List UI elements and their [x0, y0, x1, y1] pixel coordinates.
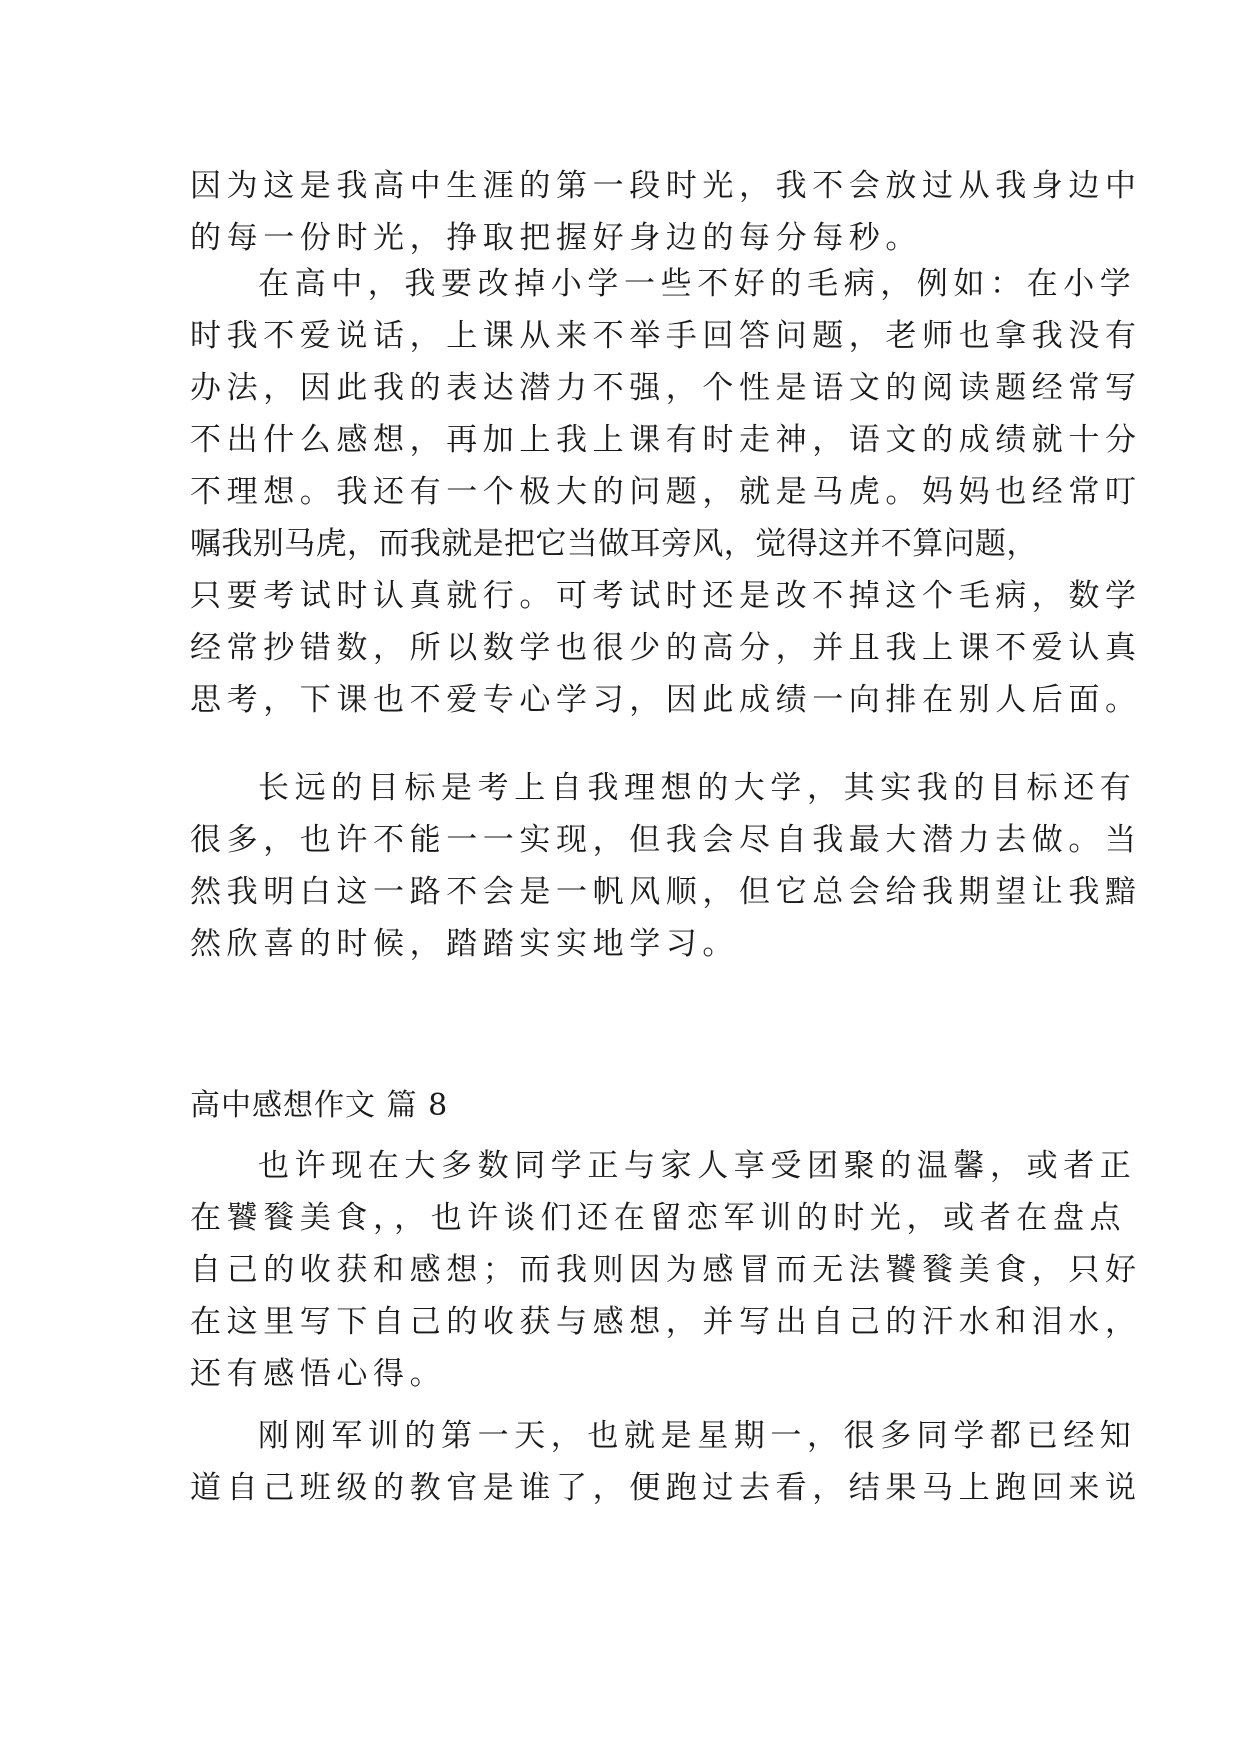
- text-line: 长远的目标是考上自我理想的大学，其实我的目标还有: [258, 770, 1137, 806]
- text-line: 自己的收获和感想；而我则因为感冒而无法饕餮美食，只好: [190, 1252, 1142, 1288]
- paragraph-goal: [190, 762, 1142, 970]
- text-line: 时我不爱说话，上课从来不举手回答问题，老师也拿我没有: [190, 318, 1142, 354]
- text-line: 道自己班级的教官是谁了，便跑过去看，结果马上跑回来说: [190, 1470, 1142, 1506]
- text-line: 嘱我别马虎，而我就是把它当做耳旁风，觉得这并不算问题，: [190, 526, 1038, 562]
- text-line: 不理想。我还有一个极大的问题，就是马虎。妈妈也经常叮: [190, 474, 1142, 510]
- text-line: 只要考试时认真就行。可考试时还是改不掉这个毛病，数学: [190, 578, 1142, 614]
- section-heading: 高中感想作文 篇 8: [190, 1088, 449, 1123]
- paragraph-continued: [190, 160, 1142, 264]
- text-line: 然我明白这一路不会是一帆风顺，但它总会给我期望让我黯: [190, 874, 1142, 910]
- text-line: 很多，也许不能一一实现，但我会尽自我最大潜力去做。当: [190, 822, 1142, 858]
- paragraph-high-school: [190, 258, 1142, 726]
- text-line: 还有感悟心得。: [190, 1356, 447, 1392]
- essay8-paragraph-2: [190, 1410, 1142, 1514]
- text-line: 在这里写下自己的收获与感想，并写出自己的汗水和泪水，: [190, 1304, 1142, 1340]
- text-line: 在饕餮美食，，也许谈们还在留恋军训的时光，或者在盘点: [190, 1200, 1127, 1236]
- text-line: 办法，因此我的表达潜力不强，个性是语文的阅读题经常写: [190, 370, 1142, 406]
- essay8-paragraph-1: [190, 1140, 1142, 1400]
- text-line: 不出什么感想，再加上我上课有时走神，语文的成绩就十分: [190, 422, 1142, 458]
- text-line: 的每一份时光，挣取把握好身边的每分每秒。: [190, 220, 922, 256]
- text-line: 经常抄错数，所以数学也很少的高分，并且我上课不爱认真: [190, 630, 1142, 666]
- text-line: 思考，下课也不爱专心学习，因此成绩一向排在别人后面。: [190, 682, 1142, 718]
- text-line: 也许现在大多数同学正与家人享受团聚的温馨，或者正: [258, 1148, 1137, 1184]
- text-line: 在高中，我要改掉小学一些不好的毛病，例如：在小学: [258, 266, 1137, 302]
- text-line: 因为这是我高中生涯的第一段时光，我不会放过从我身边中: [190, 168, 1142, 204]
- text-line: 刚刚军训的第一天，也就是星期一，很多同学都已经知: [258, 1418, 1137, 1454]
- text-line: 然欣喜的时候，踏踏实实地学习。: [190, 926, 739, 962]
